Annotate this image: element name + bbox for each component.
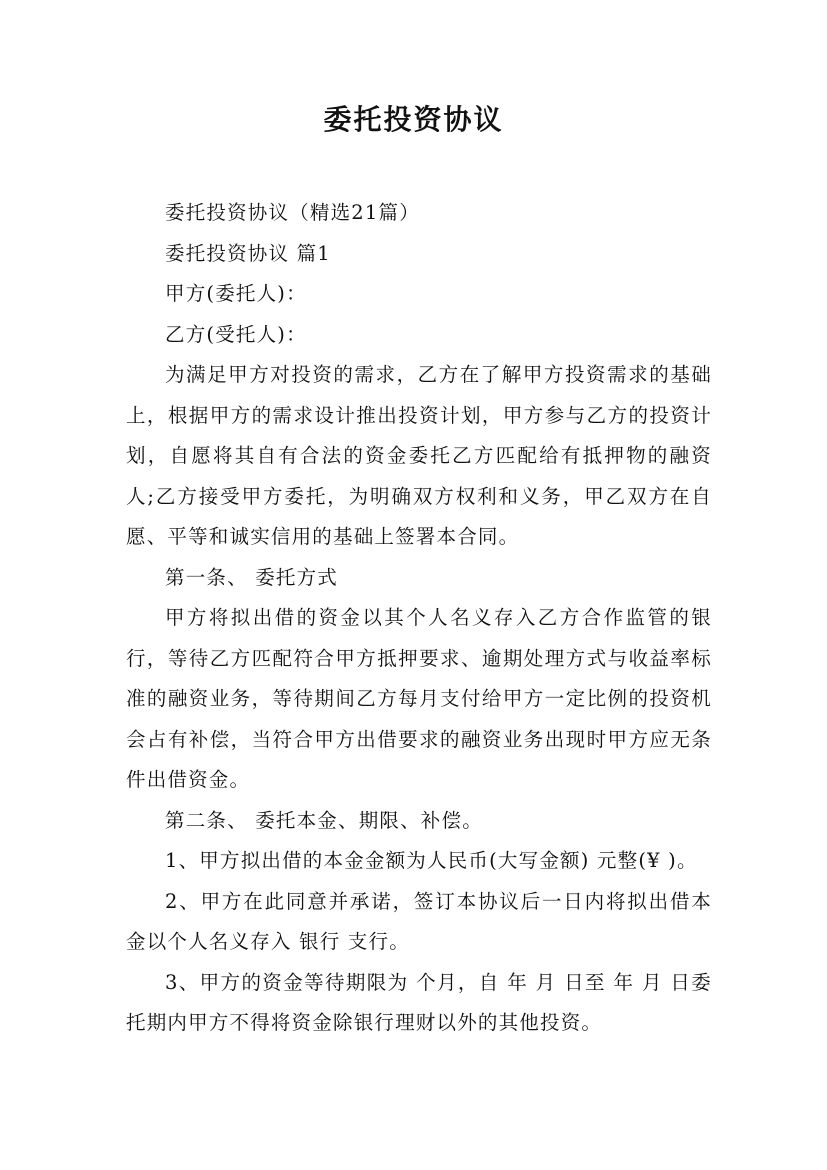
clause-3-paragraph: 3、甲方的资金等待期限为 个月，自 年 月 日至 年 月 日委托期内甲方不得将资金除银行理财以外的其他投资。 — [126, 970, 712, 1034]
subtitle-paragraph: 委托投资协议（精选21篇） — [165, 201, 420, 224]
party-a-line: 甲方(委托人)： — [165, 282, 307, 305]
article-two-heading: 第二条、 委托本金、期限、补偿。 — [165, 808, 483, 832]
clause-2-paragraph: 2、甲方在此同意并承诺，签订本协议后一日内将拟出借本金以个人名义存入 银行 支行。 — [126, 889, 712, 953]
preamble-paragraph: 为满足甲方对投资的需求，乙方在了解甲方投资需求的基础上，根据甲方的需求设计推出投资计划，甲方参与乙方的投资计划，自愿将其自有合法的资金委托乙方匹配给有抵押物的融资人;乙方接受甲方委托，为明确双方权利和义务，甲乙双方在自愿、平等和诚实信用的基础上签署本合同。 — [126, 363, 712, 548]
document-body — [126, 193, 712, 1044]
article-one-paragraph: 甲方将拟出借的资金以其个人名义存入乙方合作监管的银行，等待乙方匹配符合甲方抵押要求、逾期处理方式与收益率标准的融资业务，等待期间乙方每月支付给甲方一定比例的投资机会占有补偿，当符合甲方出借要求的融资业务出现时甲方应无条件出借资金。 — [126, 606, 712, 791]
document-title: 委托投资协议 — [323, 103, 504, 136]
party-b-line: 乙方(受托人)： — [165, 322, 307, 346]
clause-1-paragraph: 1、甲方拟出借的本金金额为人民币(大写金额) 元整(¥ )。 — [165, 849, 698, 872]
section-heading: 委托投资协议 篇1 — [165, 241, 331, 265]
article-one-heading: 第一条、 委托方式 — [165, 565, 338, 589]
